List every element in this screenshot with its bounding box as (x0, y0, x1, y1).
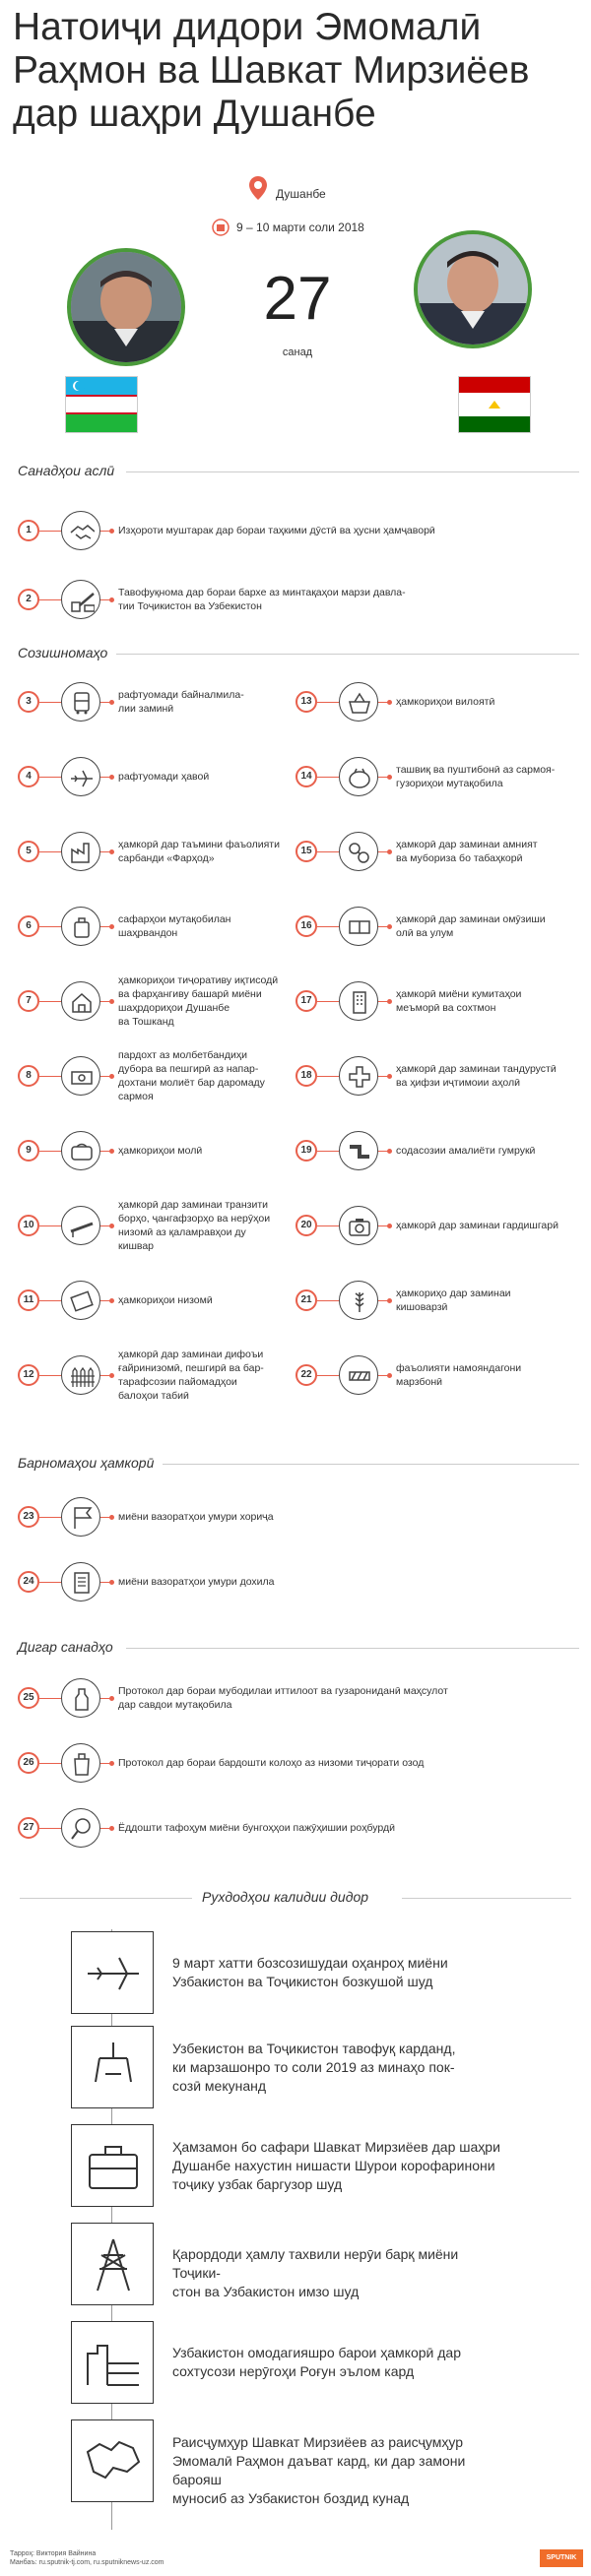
fence-icon (61, 1355, 100, 1395)
connector-dot (109, 1515, 114, 1520)
connector-line (317, 1225, 339, 1226)
timeline-event-text: Қарордоди ҳамлу тахвили нерӯи барқ миёни Тоҷики- стон ва Узбакистон имзо шуд (172, 2246, 459, 2299)
footer-designer: Тарроҳ: Виктория Вайнина (10, 2550, 97, 2557)
item-text: Тавофуқнома дар бораи бархе аз минтақаҳои марзи давла- тии Тоҷикистон ва Узбекистон (118, 587, 406, 612)
connector-dot (109, 1826, 114, 1831)
connector-dot (387, 924, 392, 929)
power-tower-icon (71, 2223, 154, 2305)
sputnik-logo: SPUTNIK (540, 2549, 583, 2567)
flag-icon (61, 1497, 100, 1537)
section-title-other: Дигар санадҳо (18, 1639, 113, 1655)
connector-dot (109, 1373, 114, 1378)
connector-line (39, 599, 61, 600)
connector-dot (109, 999, 114, 1004)
item-number-badge: 16 (296, 915, 317, 937)
timeline-event-text: Раисҷумҳур Шавкат Мирзиёев аз раисҷумҳур Эмомалӣ Раҳмон даъват кард, ки дар замони барояш муносиб аз Узбакистон боздид кунад (172, 2433, 466, 2506)
calendar-icon (212, 219, 230, 236)
connector-dot (109, 529, 114, 534)
item-text: ҳамкориҳои низомӣ (118, 1294, 213, 1306)
connector-dot (387, 700, 392, 705)
book-icon (339, 907, 378, 946)
connector-line (317, 1300, 339, 1301)
connector-dot (109, 1580, 114, 1585)
item-number-badge: 25 (18, 1687, 39, 1709)
connector-dot (109, 1696, 114, 1701)
item-number-badge: 12 (18, 1364, 39, 1386)
connector-line (39, 777, 61, 778)
ticket-icon (61, 1281, 100, 1320)
item-number-badge: 24 (18, 1571, 39, 1593)
flag-corner-icon (339, 1355, 378, 1395)
portrait-mirziyoyev (67, 248, 185, 366)
item-text: ҳамкорӣ дар заминаи омӯзиши олӣ ва улум (396, 913, 546, 939)
connector-line (39, 1225, 61, 1226)
connector-line (317, 1151, 339, 1152)
connector-dot (109, 700, 114, 705)
connector-line (39, 1001, 61, 1002)
timeline-event-text: Узбакистон омодагияшро барои ҳамкорӣ дар сохтусози нерӯгоҳи Роғун эълом кард (172, 2345, 461, 2379)
item-text: миёни вазоратҳои умури хориҷа (118, 1511, 274, 1523)
medical-cross-icon (339, 1056, 378, 1096)
connector-dot (109, 1074, 114, 1079)
section-title-programs: Барномаҳои ҳамкорӣ (18, 1455, 155, 1471)
tajikistan-flag (458, 376, 531, 433)
connector-line (39, 1698, 61, 1699)
connector-line (317, 1375, 339, 1376)
item-text: ҳамкорӣ дар заминаи гардишгарӣ (396, 1220, 558, 1231)
connector-line (317, 1076, 339, 1077)
item-text: ҳамкориҳо дар заминаи кишоварзӣ (396, 1288, 511, 1313)
section-title-memoranda: Созишномаҳо (18, 645, 108, 660)
item-text: Протокол дар бораи мубодилаи иттилоот ва гузарониданӣ маҳсулот дар савдои мутақобила (118, 1685, 448, 1711)
item-text: ҳамкорӣ дар заминаи тандурустӣ ва ҳифзи иҷтимоии аҳолӣ (396, 1063, 557, 1089)
pipe-icon (339, 1131, 378, 1170)
timeline-event-text: 9 март хатти бозсозишудаи оҳанроҳ миёни Узбакистон ва Тоҷикистон бозкушой шуд (172, 1955, 448, 1989)
timeline-rule-left (20, 1898, 192, 1899)
connector-line (39, 1375, 61, 1376)
timeline-event-text: Узбекистон ва Тоҷикистон тавофуқ карданд, ки марзашонро то соли 2019 аз минаҳо пок- созӣ мекунанд (172, 2040, 456, 2094)
item-text: ҳамкорӣ дар заминаи дифоъи ғайринизомӣ, пешгирӣ ва бар- тарафсозии пайомадҳои балоҳои табиӣ (118, 1349, 264, 1402)
connector-line (39, 1151, 61, 1152)
connector-dot (387, 1224, 392, 1228)
section-rule (126, 471, 579, 472)
money-icon (61, 1056, 100, 1096)
airplane-icon (61, 757, 100, 796)
item-text: сафарҳои мутақобилан шаҳрвандон (118, 913, 231, 939)
connector-dot (109, 1761, 114, 1766)
item-number-badge: 20 (296, 1215, 317, 1236)
item-number-badge: 10 (18, 1215, 39, 1236)
barrier-icon (61, 1206, 100, 1245)
package-icon (61, 1743, 100, 1783)
border-barrier-icon (61, 580, 100, 619)
connector-dot (387, 1149, 392, 1154)
connector-dot (109, 597, 114, 602)
railway-switch-icon (71, 2026, 154, 2108)
item-number-badge: 4 (18, 766, 39, 787)
item-number-badge: 9 (18, 1140, 39, 1162)
wheat-icon (339, 1281, 378, 1320)
item-number-badge: 8 (18, 1065, 39, 1087)
connector-dot (109, 849, 114, 854)
location-pin-icon (248, 175, 268, 201)
item-text: ҳамкориҳои вилоятӣ (396, 696, 495, 708)
item-number-badge: 15 (296, 841, 317, 862)
connector-line (39, 1828, 61, 1829)
item-number-badge: 13 (296, 691, 317, 713)
footer-credits (10, 2549, 164, 2567)
connector-line (317, 851, 339, 852)
date-text: 9 – 10 марти соли 2018 (236, 220, 364, 234)
basket-icon (339, 682, 378, 722)
section-rule (163, 1464, 579, 1465)
connector-dot (109, 924, 114, 929)
page-title: Натоиҷи дидори Эмомалӣ Раҳмон ва Шавкат Мирзиёев дар шаҳри Душанбе (13, 6, 530, 135)
connector-line (39, 851, 61, 852)
item-text: ҳамкорӣ миёни кумитаҳои меъморӣ ва сохтмон (396, 988, 522, 1014)
item-number-badge: 5 (18, 841, 39, 862)
handcuffs-icon (339, 832, 378, 871)
item-number-badge: 14 (296, 766, 317, 787)
connector-line (39, 1582, 61, 1583)
item-number-badge: 17 (296, 990, 317, 1012)
item-text: содасозии амалиёти гумрукӣ (396, 1145, 536, 1157)
connector-line (317, 1001, 339, 1002)
item-text: ҳамкорӣ дар заминаи транзити борҳо, ҷангафзорҳо ва нерӯҳои низомӣ аз қаламравҳои ду кишвар (118, 1199, 271, 1252)
connector-line (317, 702, 339, 703)
connector-line (39, 1517, 61, 1518)
camera-icon (339, 1206, 378, 1245)
map-icon (71, 2419, 154, 2502)
item-number-badge: 22 (296, 1364, 317, 1386)
factory-icon (61, 832, 100, 871)
suitcase-icon (61, 907, 100, 946)
dam-icon (71, 2321, 154, 2404)
section-title-main: Санадҳои аслӣ (18, 463, 115, 478)
item-text: фаъолияти намояндагони марзбонӣ (396, 1362, 522, 1388)
connector-line (39, 1076, 61, 1077)
item-text: ҳамкорӣ дар заминаи амният ва мубориза бо табаҳкорӣ (396, 839, 538, 864)
item-text: Протокол дар бораи бардошти колоҳо аз низоми тиҷорати озод (118, 1757, 425, 1769)
connector-line (317, 926, 339, 927)
bus-icon (61, 682, 100, 722)
item-number-badge: 27 (18, 1817, 39, 1839)
item-number-badge: 21 (296, 1289, 317, 1311)
connector-dot (387, 1074, 392, 1079)
connector-dot (109, 775, 114, 780)
connector-line (39, 1763, 61, 1764)
connector-dot (109, 1224, 114, 1228)
item-text: рафтуомади байналмила- лии заминӣ (118, 689, 244, 715)
item-number-badge: 3 (18, 691, 39, 713)
item-number-badge: 26 (18, 1752, 39, 1774)
section-rule (116, 654, 579, 655)
item-text: ҳамкориҳои тиҷоративу иқтисодӣ ва фарҳангиву башарӣ миёни шаҳрдориҳои Душанбе ва Тошканд (118, 974, 279, 1028)
airplanes-icon (71, 1931, 154, 2014)
item-number-badge: 23 (18, 1506, 39, 1528)
connector-dot (387, 1298, 392, 1303)
connector-dot (387, 775, 392, 780)
item-text: пардохт аз молбетбандиҳи дубора ва пешгирӣ аз напар- дохтани молиёт бар даромаду сармоя (118, 1049, 265, 1102)
section-rule (126, 1648, 579, 1649)
connector-line (39, 531, 61, 532)
wallet-icon (61, 1131, 100, 1170)
portrait-rahmon (414, 230, 532, 348)
item-number-badge: 1 (18, 520, 39, 541)
timeline-event-text: Ҳамзамон бо сафари Шавкат Мирзиёев дар шаҳри Душанбе нахустин нишасти Шурои корофаринони тоҷику узбак баргузор шуд (172, 2138, 500, 2192)
connector-dot (109, 1149, 114, 1154)
item-number-badge: 11 (18, 1289, 39, 1311)
connector-line (39, 1300, 61, 1301)
connector-line (39, 926, 61, 927)
item-number-badge: 6 (18, 915, 39, 937)
connector-dot (387, 999, 392, 1004)
item-number-badge: 19 (296, 1140, 317, 1162)
briefcase-icon (71, 2124, 154, 2207)
item-text: ҳамкорӣ дар таъмини фаъолияти сарбанди «Фарҳод» (118, 839, 280, 864)
connector-dot (387, 849, 392, 854)
connector-dot (387, 1373, 392, 1378)
documents-count-label: санад (282, 346, 313, 358)
item-text: Ёддошти тафоҳум миёни бунгоҳҳои пажӯҳишии роҳбурдӣ (118, 1822, 395, 1834)
uzbekistan-flag (65, 376, 138, 433)
connector-dot (109, 1298, 114, 1303)
location-text: Душанбе (276, 187, 326, 201)
bottle-icon (61, 1678, 100, 1718)
timeline-rule-right (402, 1898, 571, 1899)
handshake-icon (61, 511, 100, 550)
item-text: рафтуомади ҳавоӣ (118, 771, 210, 783)
document-icon (61, 1562, 100, 1602)
item-number-badge: 7 (18, 990, 39, 1012)
item-number-badge: 18 (296, 1065, 317, 1087)
item-text: миёни вазоратҳои умури дохила (118, 1576, 275, 1588)
documents-count: 27 (263, 265, 332, 333)
magnifier-icon (61, 1808, 100, 1848)
building-icon (61, 981, 100, 1021)
footer-source: Манбаъ: ru.sputnik-tj.com, ru.sputniknews-uz.com (10, 2559, 164, 2566)
timeline-title: Рухдодҳои калидии дидор (202, 1889, 369, 1905)
connector-line (39, 702, 61, 703)
item-number-badge: 2 (18, 589, 39, 610)
item-text: ташвиқ ва пуштибонӣ аз сармоя- гузориҳои мутақобила (396, 764, 556, 789)
item-text: Изҳороти муштарак дар бораи таҳкими дӯстӣ ва ҳусни ҳамҷаворӣ (118, 525, 435, 536)
connector-line (317, 777, 339, 778)
item-text: ҳамкориҳои молӣ (118, 1145, 203, 1157)
coin-purse-icon (339, 757, 378, 796)
tower-icon (339, 981, 378, 1021)
